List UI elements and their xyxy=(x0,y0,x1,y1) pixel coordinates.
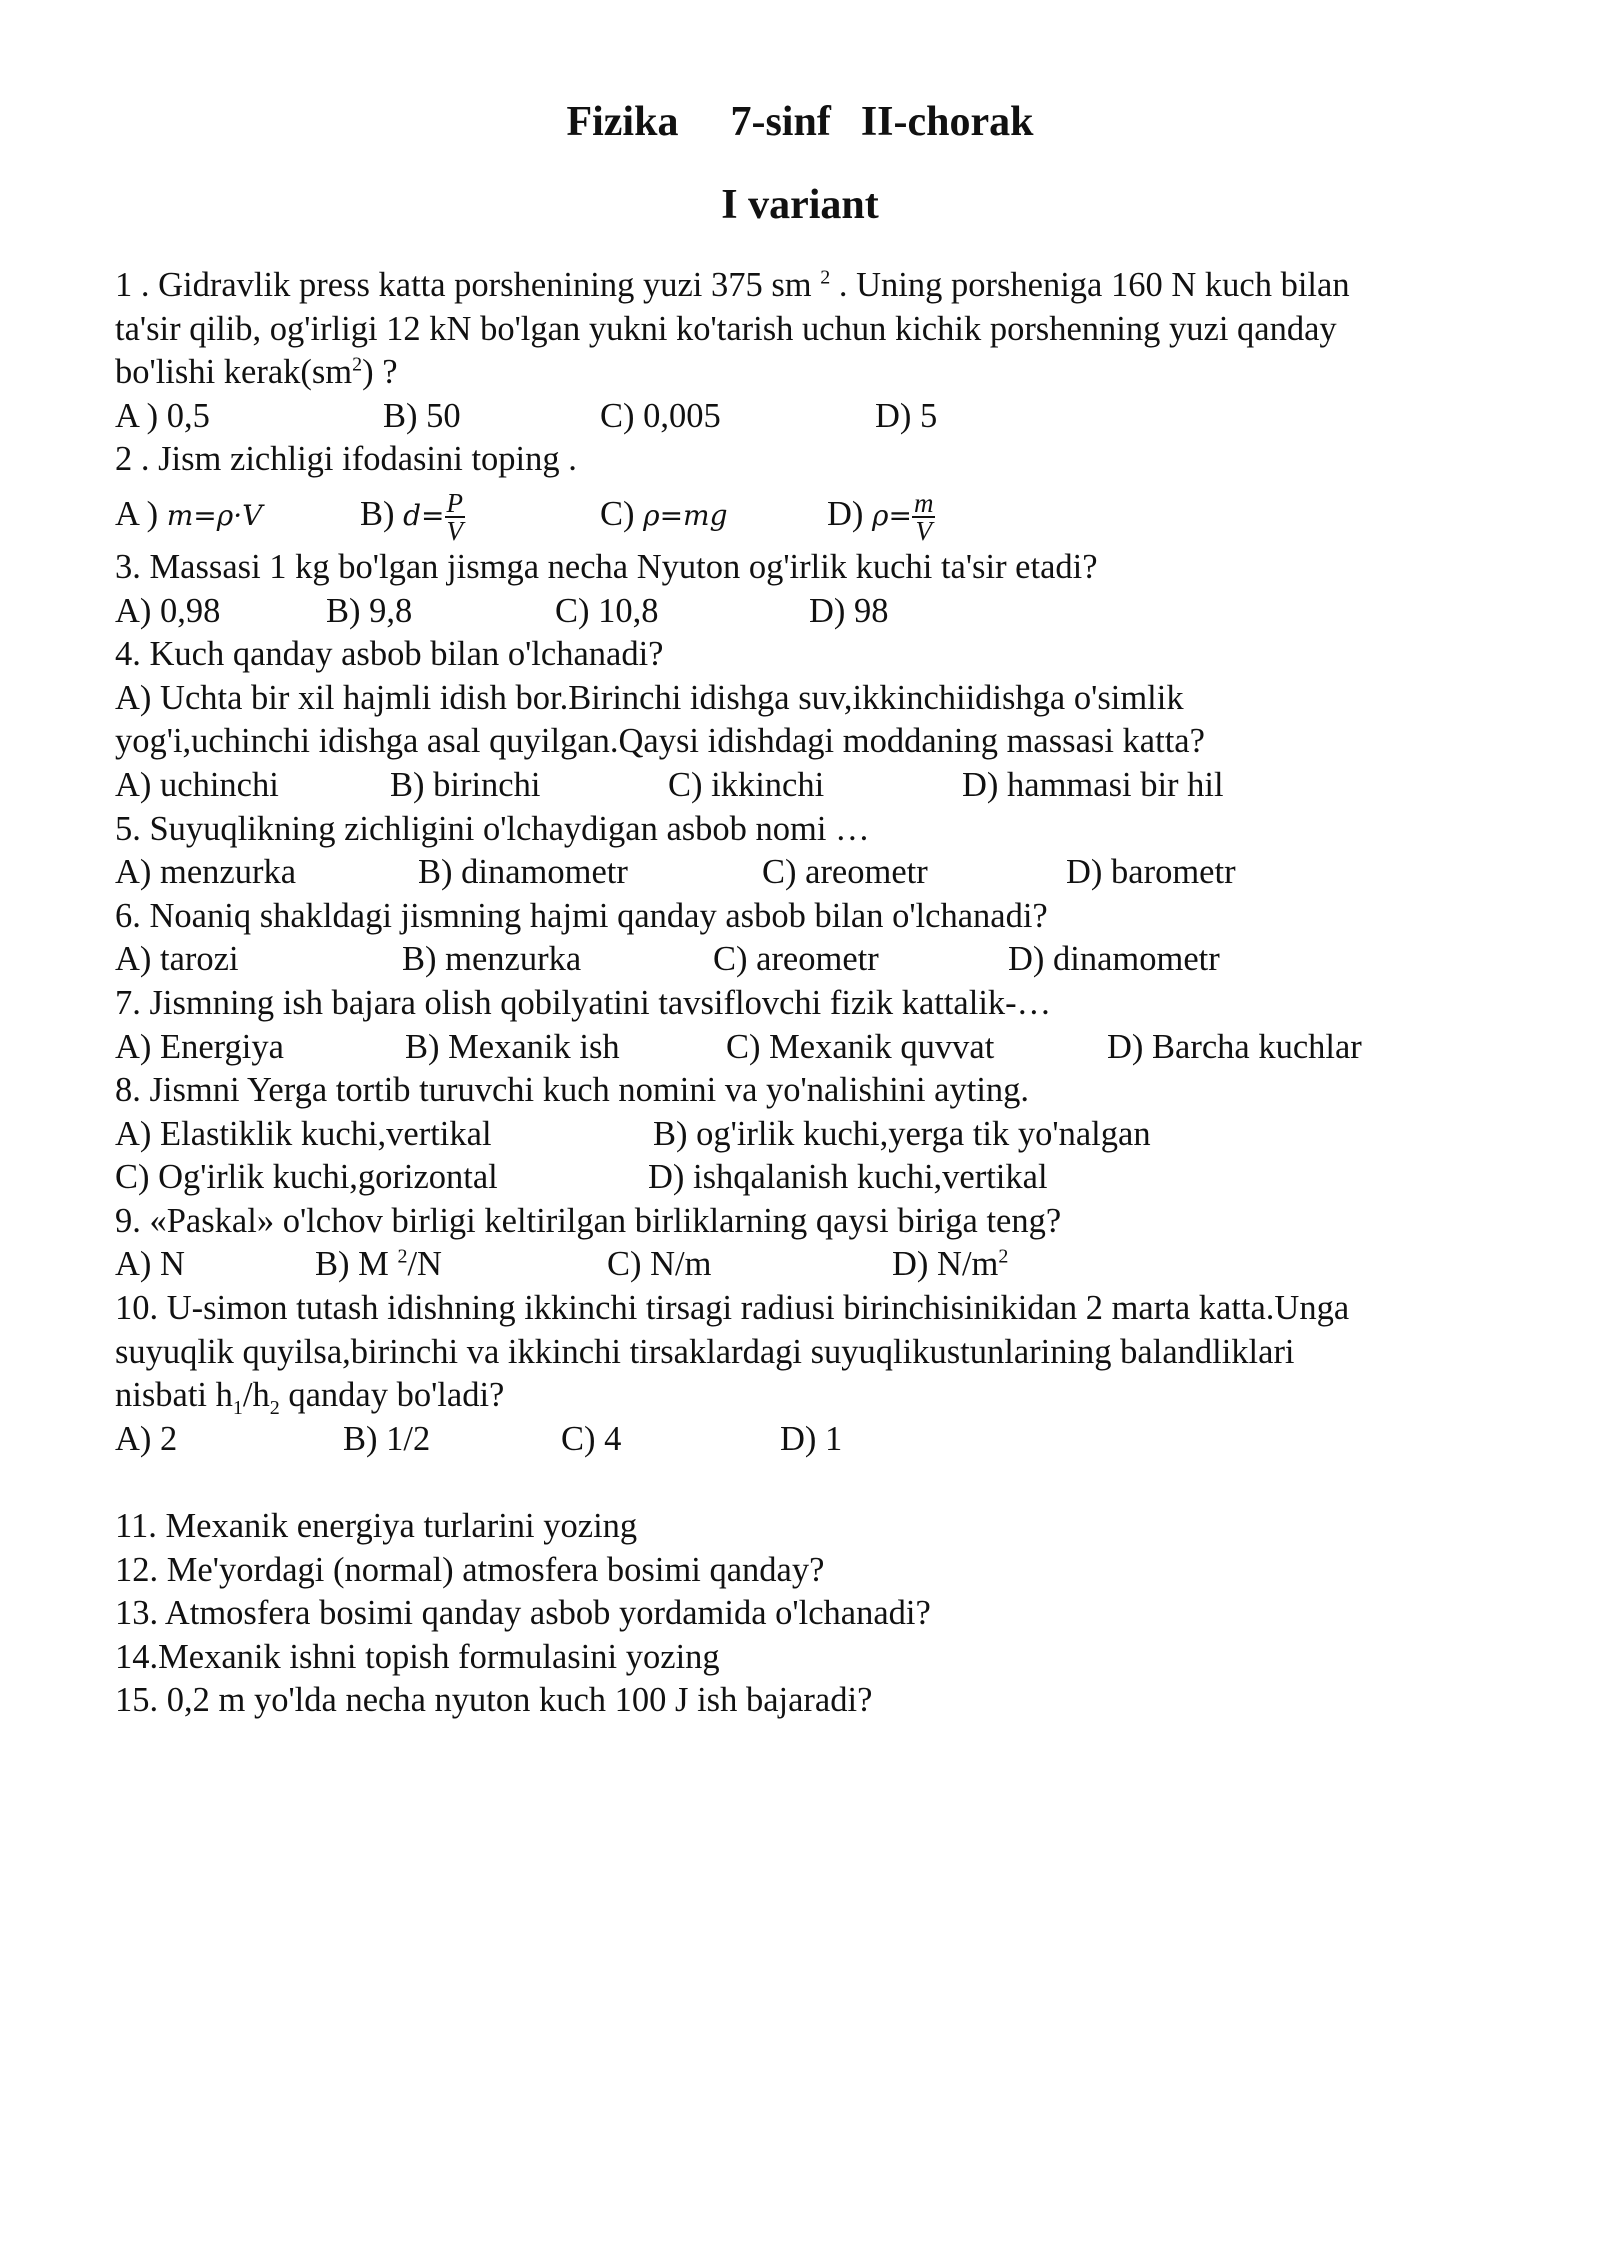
option-d: D) dinamometr xyxy=(1008,940,1220,979)
option-d: D) hammasi bir hil xyxy=(962,765,1224,804)
option-b: B) 1/2 xyxy=(343,1419,431,1458)
question-9-text: 9. «Paskal» o'lchov birligi keltirilgan birliklarning qaysi biriga teng? xyxy=(115,1201,1062,1240)
option-d: D) Barcha kuchlar xyxy=(1107,1027,1362,1066)
question-6-text: 6. Noaniq shakldagi jismning hajmi qanday asbob bilan o'lchanadi? xyxy=(115,896,1048,935)
question-14: 14.Mexanik ishni topish formulasini yozing xyxy=(115,1637,720,1676)
option-a: A) uchinchi xyxy=(115,765,279,804)
option-b: B) og'irlik kuchi,yerga tik yo'nalgan xyxy=(653,1114,1151,1153)
option-a: A ) 0,5 xyxy=(115,396,210,435)
option-b: B) birinchi xyxy=(390,765,541,804)
option-a: A) Elastiklik kuchi,vertikal xyxy=(115,1114,492,1153)
question-2-options xyxy=(115,482,1495,546)
option-c: C) areometr xyxy=(762,853,928,892)
question-1-line-1: 1 . Gidravlik press katta porshenining yuzi 375 sm $^2$ . Uning porsheniga 160 N kuch bilan xyxy=(115,266,1350,304)
option-a: A) 2 xyxy=(115,1419,178,1458)
option-d: D) barometr xyxy=(1066,853,1236,892)
option-c: C) 4 xyxy=(561,1419,622,1458)
option-b: B) M $^2$/N xyxy=(315,1245,442,1284)
option-c: C) areometr xyxy=(713,940,879,979)
option-d: D) ρ= $\frac{m}{V}$ xyxy=(827,488,934,547)
option-b: B) d= $\frac{P}{V}$ xyxy=(360,488,464,547)
question-11: 11. Mexanik energiya turlarini yozing xyxy=(115,1507,638,1546)
question-4-text: 4. Kuch qanday asbob bilan o'lchanadi? xyxy=(115,635,664,674)
title-quarter: II-chorak xyxy=(860,99,1034,145)
option-b: B) dinamometr xyxy=(418,853,628,892)
question-13: 13. Atmosfera bosimi qanday asbob yordamida o'lchanadi? xyxy=(115,1594,931,1633)
question-3-text: 3. Massasi 1 kg bo'lgan jismga necha Nyuton og'irlik kuchi ta'sir etadi? xyxy=(115,547,1098,586)
question-6-options xyxy=(115,938,1495,982)
spacer xyxy=(115,1461,1495,1505)
option-d: D) 98 xyxy=(809,591,889,630)
option-a: A) 0,98 xyxy=(115,591,221,630)
question-1-line-2: ta'sir qilib, og'irligi 12 kN bo'lgan yukni ko'tarish uchun kichik porshenning yuzi qanday xyxy=(115,309,1337,348)
question-12: 12. Me'yordagi (normal) atmosfera bosimi qanday? xyxy=(115,1550,825,1589)
option-d: D) 1 xyxy=(780,1419,843,1458)
option-a: A) menzurka xyxy=(115,853,297,892)
option-c: C) ρ=mg xyxy=(600,494,728,533)
option-d: D) ishqalanish kuchi,vertikal xyxy=(648,1158,1048,1197)
question-9-options xyxy=(115,1243,1495,1287)
questions-body xyxy=(115,264,1495,1723)
option-b: B) 50 xyxy=(383,396,461,435)
option-a: A) tarozi xyxy=(115,940,239,979)
formula-c: ρ=mg xyxy=(643,498,728,532)
title-subject: Fizika xyxy=(566,99,679,145)
formula-a: m=ρ·V xyxy=(166,498,263,532)
question-10-line-2: suyuqlik quyilsa,birinchi va ikkinchi tirsaklardagi suyuqlikustunlarining balandliklari xyxy=(115,1332,1295,1371)
question-7-text: 7. Jismning ish bajara olish qobilyatini tavsiflovchi fizik kattalik-… xyxy=(115,983,1052,1022)
option-c: C) Mexanik quvvat xyxy=(726,1027,995,1066)
option-a: A ) m=ρ·V xyxy=(115,494,263,533)
question-10-line-1: 10. U-simon tutash idishning ikkinchi tirsagi radiusi birinchisinikidan 2 marta katta.Unga xyxy=(115,1289,1350,1328)
option-c: C) 10,8 xyxy=(555,591,659,630)
question-4-options xyxy=(115,764,1495,808)
option-d: D) 5 xyxy=(875,396,938,435)
question-10-line-3: nisbati $h_1/h_2$ qanday bo'ladi? xyxy=(115,1376,505,1420)
question-4-line-3: yog'i,uchinchi idishga asal quyilgan.Qaysi idishdagi moddaning massasi katta? xyxy=(115,722,1205,761)
option-b: B) menzurka xyxy=(402,940,582,979)
question-15: 15. 0,2 m yo'lda necha nyuton kuch 100 J ish bajaradi? xyxy=(115,1681,873,1720)
page-title xyxy=(0,98,1600,146)
question-8-options-row-2 xyxy=(115,1156,1495,1200)
fraction-m-over-v: $\frac{m}{V}$ xyxy=(913,488,934,547)
option-c: C) ikkinchi xyxy=(668,765,825,804)
title-grade: 7-sinf xyxy=(730,99,831,145)
question-2-text: 2 . Jism zichligi ifodasini toping . xyxy=(115,440,577,479)
option-c: C) Og'irlik kuchi,gorizontal xyxy=(115,1158,498,1197)
option-c: C) 0,005 xyxy=(600,396,721,435)
question-5-options xyxy=(115,851,1495,895)
variant-heading: I variant xyxy=(721,182,879,228)
question-8-text: 8. Jismni Yerga tortib turuvchi kuch nomini va yo'nalishini ayting. xyxy=(115,1071,1030,1110)
option-a: A) Energiya xyxy=(115,1027,284,1066)
question-3-options xyxy=(115,590,1495,634)
option-a: A) N xyxy=(115,1245,185,1284)
question-10-options xyxy=(115,1418,1495,1462)
question-4-line-2: A) Uchta bir xil hajmli idish bor.Birinchi idishga suv,ikkinchiidishga o'simlik xyxy=(115,678,1184,717)
option-b: B) Mexanik ish xyxy=(405,1027,620,1066)
option-b: B) 9,8 xyxy=(326,591,413,630)
question-1-options xyxy=(115,395,1495,439)
question-1-line-3: bo'lishi $kerak(sm^2)$ ? xyxy=(115,353,398,392)
question-8-options-row-1 xyxy=(115,1113,1495,1157)
question-7-options xyxy=(115,1026,1495,1070)
option-d: D) $N/m^2$ xyxy=(892,1245,1009,1284)
option-c: C) N/m xyxy=(607,1245,712,1284)
fraction-p-over-v: $\frac{P}{V}$ xyxy=(446,488,464,547)
question-5-text: 5. Suyuqlikning zichligini o'lchaydigan asbob nomi … xyxy=(115,809,870,848)
